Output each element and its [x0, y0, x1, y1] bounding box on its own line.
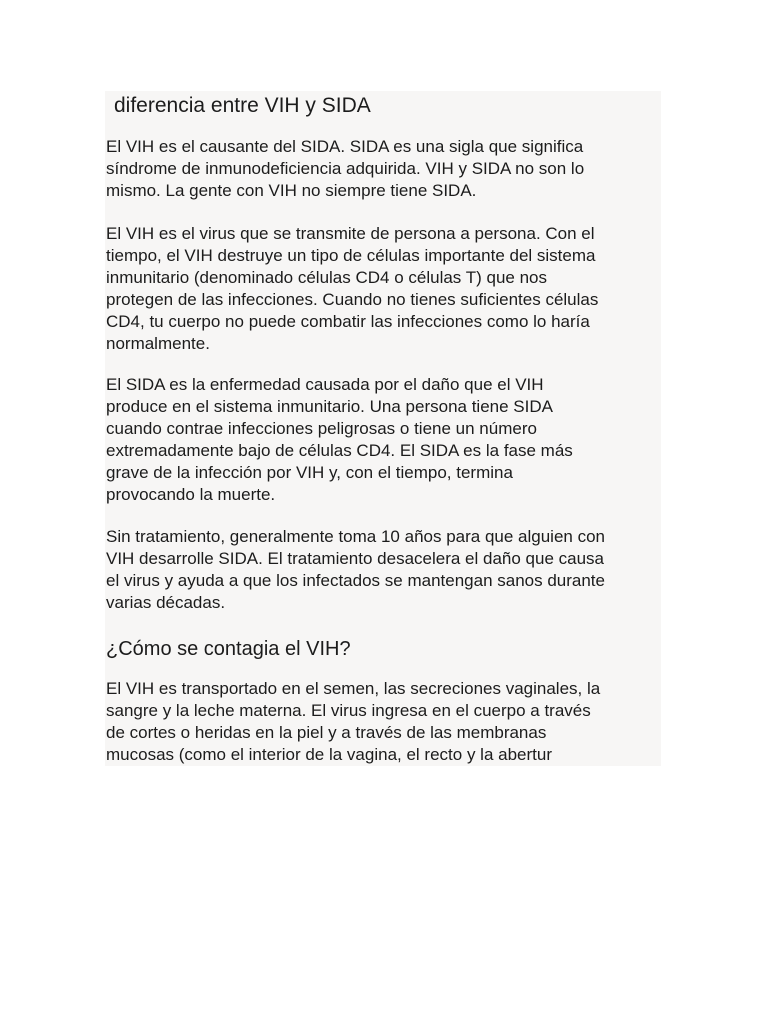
text-line: síndrome de inmunodeficiencia adquirida. VIH y SIDA no son lo	[106, 159, 585, 178]
section-heading-transmission: ¿Cómo se contagia el VIH?	[106, 638, 351, 660]
text-line: El VIH es el causante del SIDA. SIDA es una sigla que significa	[106, 137, 584, 156]
text-line: mismo. La gente con VIH no siempre tiene SIDA.	[106, 181, 477, 200]
text-line: de cortes o heridas en la piel y a través de las membranas	[106, 723, 547, 742]
paragraph-treatment	[106, 526, 605, 614]
text-line: El SIDA es la enfermedad causada por el daño que el VIH	[106, 375, 544, 394]
paragraph-disease	[106, 374, 573, 506]
text-line: VIH desarrolle SIDA. El tratamiento desacelera el daño que causa	[106, 549, 604, 568]
text-line: protegen de las infecciones. Cuando no tienes suficientes células	[106, 290, 599, 309]
text-line: provocando la muerte.	[106, 485, 276, 504]
text-line: extremadamente bajo de células CD4. El SIDA es la fase más	[106, 441, 573, 460]
text-line: cuando contrae infecciones peligrosas o tiene un número	[106, 419, 537, 438]
text-line: sangre y la leche materna. El virus ingresa en el cuerpo a través	[106, 701, 591, 720]
text-line: El VIH es transportado en el semen, las secreciones vaginales, la	[106, 679, 601, 698]
text-line: CD4, tu cuerpo no puede combatir las infecciones como lo haría	[106, 312, 590, 331]
text-line: normalmente.	[106, 334, 210, 353]
text-line: mucosas (como el interior de la vagina, el recto y la abertur	[106, 745, 552, 764]
text-line: varias décadas.	[106, 593, 226, 612]
text-line: inmunitario (denominado células CD4 o células T) que nos	[106, 268, 547, 287]
text-line: produce en el sistema inmunitario. Una persona tiene SIDA	[106, 397, 553, 416]
text-line: Sin tratamiento, generalmente toma 10 años para que alguien con	[106, 527, 605, 546]
text-line: tiempo, el VIH destruye un tipo de células importante del sistema	[106, 246, 596, 265]
paragraph-virus	[106, 223, 598, 355]
section-heading-difference: diferencia entre VIH y SIDA	[114, 94, 371, 117]
paragraph-intro	[106, 136, 584, 202]
text-line: grave de la infección por VIH y, con el tiempo, termina	[106, 463, 513, 482]
document-content	[105, 91, 661, 766]
text-line: El VIH es el virus que se transmite de persona a persona. Con el	[106, 224, 595, 243]
text-line: el virus y ayuda a que los infectados se mantengan sanos durante	[106, 571, 605, 590]
paragraph-transmission	[106, 678, 600, 766]
